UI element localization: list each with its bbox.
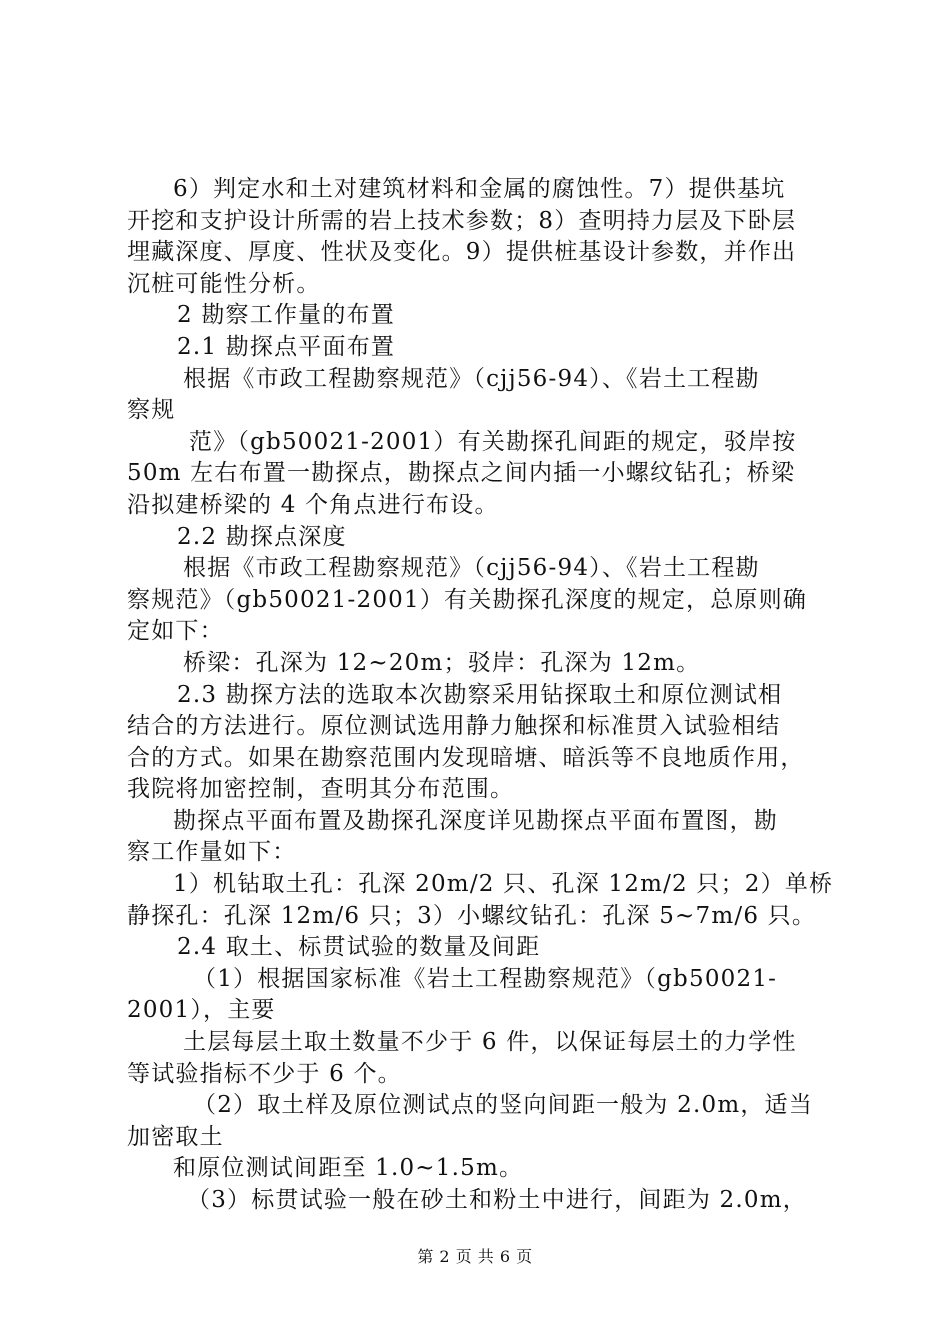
text-line: 2.3 勘探方法的选取本次勘察采用钻探取土和原位测试相 [177, 681, 783, 708]
text-line: 土层每层土取土数量不少于 6 件，以保证每层土的力学性 [183, 1029, 797, 1056]
text-line: 等试验指标不少于 6 个。 [127, 1060, 402, 1087]
text-line: 定如下： [127, 618, 224, 645]
text-line: 桥梁：孔深为 12~20m；驳岸：孔深为 12m。 [183, 649, 701, 676]
text-line: （1）根据国家标准《岩土工程勘察规范》（gb50021- [193, 965, 778, 992]
section-heading: 2.1 勘探点平面布置 [177, 333, 396, 360]
section-heading: 2.2 勘探点深度 [177, 523, 347, 550]
section-heading: 2 勘察工作量的布置 [177, 302, 395, 329]
text-line: 合的方式。如果在勘察范围内发现暗塘、暗浜等不良地质作用， [127, 744, 805, 771]
text-line: 察工作量如下： [127, 839, 297, 866]
text-line: 范》（gb50021-2001）有关勘探孔间距的规定，驳岸按 [189, 428, 797, 455]
text-line: 6）判定水和土对建筑材料和金属的腐蚀性。7）提供基坑 [173, 176, 786, 202]
text-line: 沉桩可能性分析。 [127, 270, 321, 297]
text-line: 1）机钻取土孔：孔深 20m/2 只、孔深 12m/2 只；2）单桥 [173, 871, 834, 898]
text-line: 根据《市政工程勘察规范》（cjj56-94）、《岩土工程勘 [183, 365, 760, 392]
text-line: 结合的方法进行。原位测试选用静力触探和标准贯入试验相结 [127, 713, 781, 740]
text-line: 沿拟建桥梁的 4 个角点进行布设。 [127, 491, 499, 518]
text-line: 埋藏深度、厚度、性状及变化。9）提供桩基设计参数，并作出 [127, 239, 797, 266]
text-line: 察规范》（gb50021-2001）有关勘探孔深度的规定，总原则确 [127, 586, 808, 613]
text-line: 和原位测试间距至 1.0~1.5m。 [173, 1155, 524, 1182]
text-line: 勘探点平面布置及勘探孔深度详见勘探点平面布置图，勘 [173, 807, 778, 834]
document-body [127, 174, 833, 1217]
section-heading: 2.4 取土、标贯试验的数量及间距 [177, 934, 541, 961]
text-line: 开挖和支护设计所需的岩上技术参数；8）查明持力层及下卧层 [127, 207, 797, 234]
page-footer: 第 2 页 共 6 页 [417, 1247, 533, 1266]
text-line: 静探孔：孔深 12m/6 只；3）小螺纹钻孔：孔深 5~7m/6 只。 [127, 902, 817, 929]
text-line: 我院将加密控制，查明其分布范围。 [127, 776, 515, 803]
text-line: （3）标贯试验一般在砂土和粉土中进行，间距为 2.0m， [187, 1187, 807, 1213]
text-line: 2001），主要 [127, 997, 276, 1024]
text-line: 察规 [127, 397, 176, 424]
text-line: 根据《市政工程勘察规范》（cjj56-94）、《岩土工程勘 [183, 555, 760, 582]
text-line: 50m 左右布置一勘探点，勘探点之间内插一小螺纹钻孔；桥梁 [127, 460, 796, 487]
text-line: 加密取土 [127, 1123, 224, 1150]
text-line: （2）取土样及原位测试点的竖向间距一般为 2.0m，适当 [193, 1092, 813, 1119]
